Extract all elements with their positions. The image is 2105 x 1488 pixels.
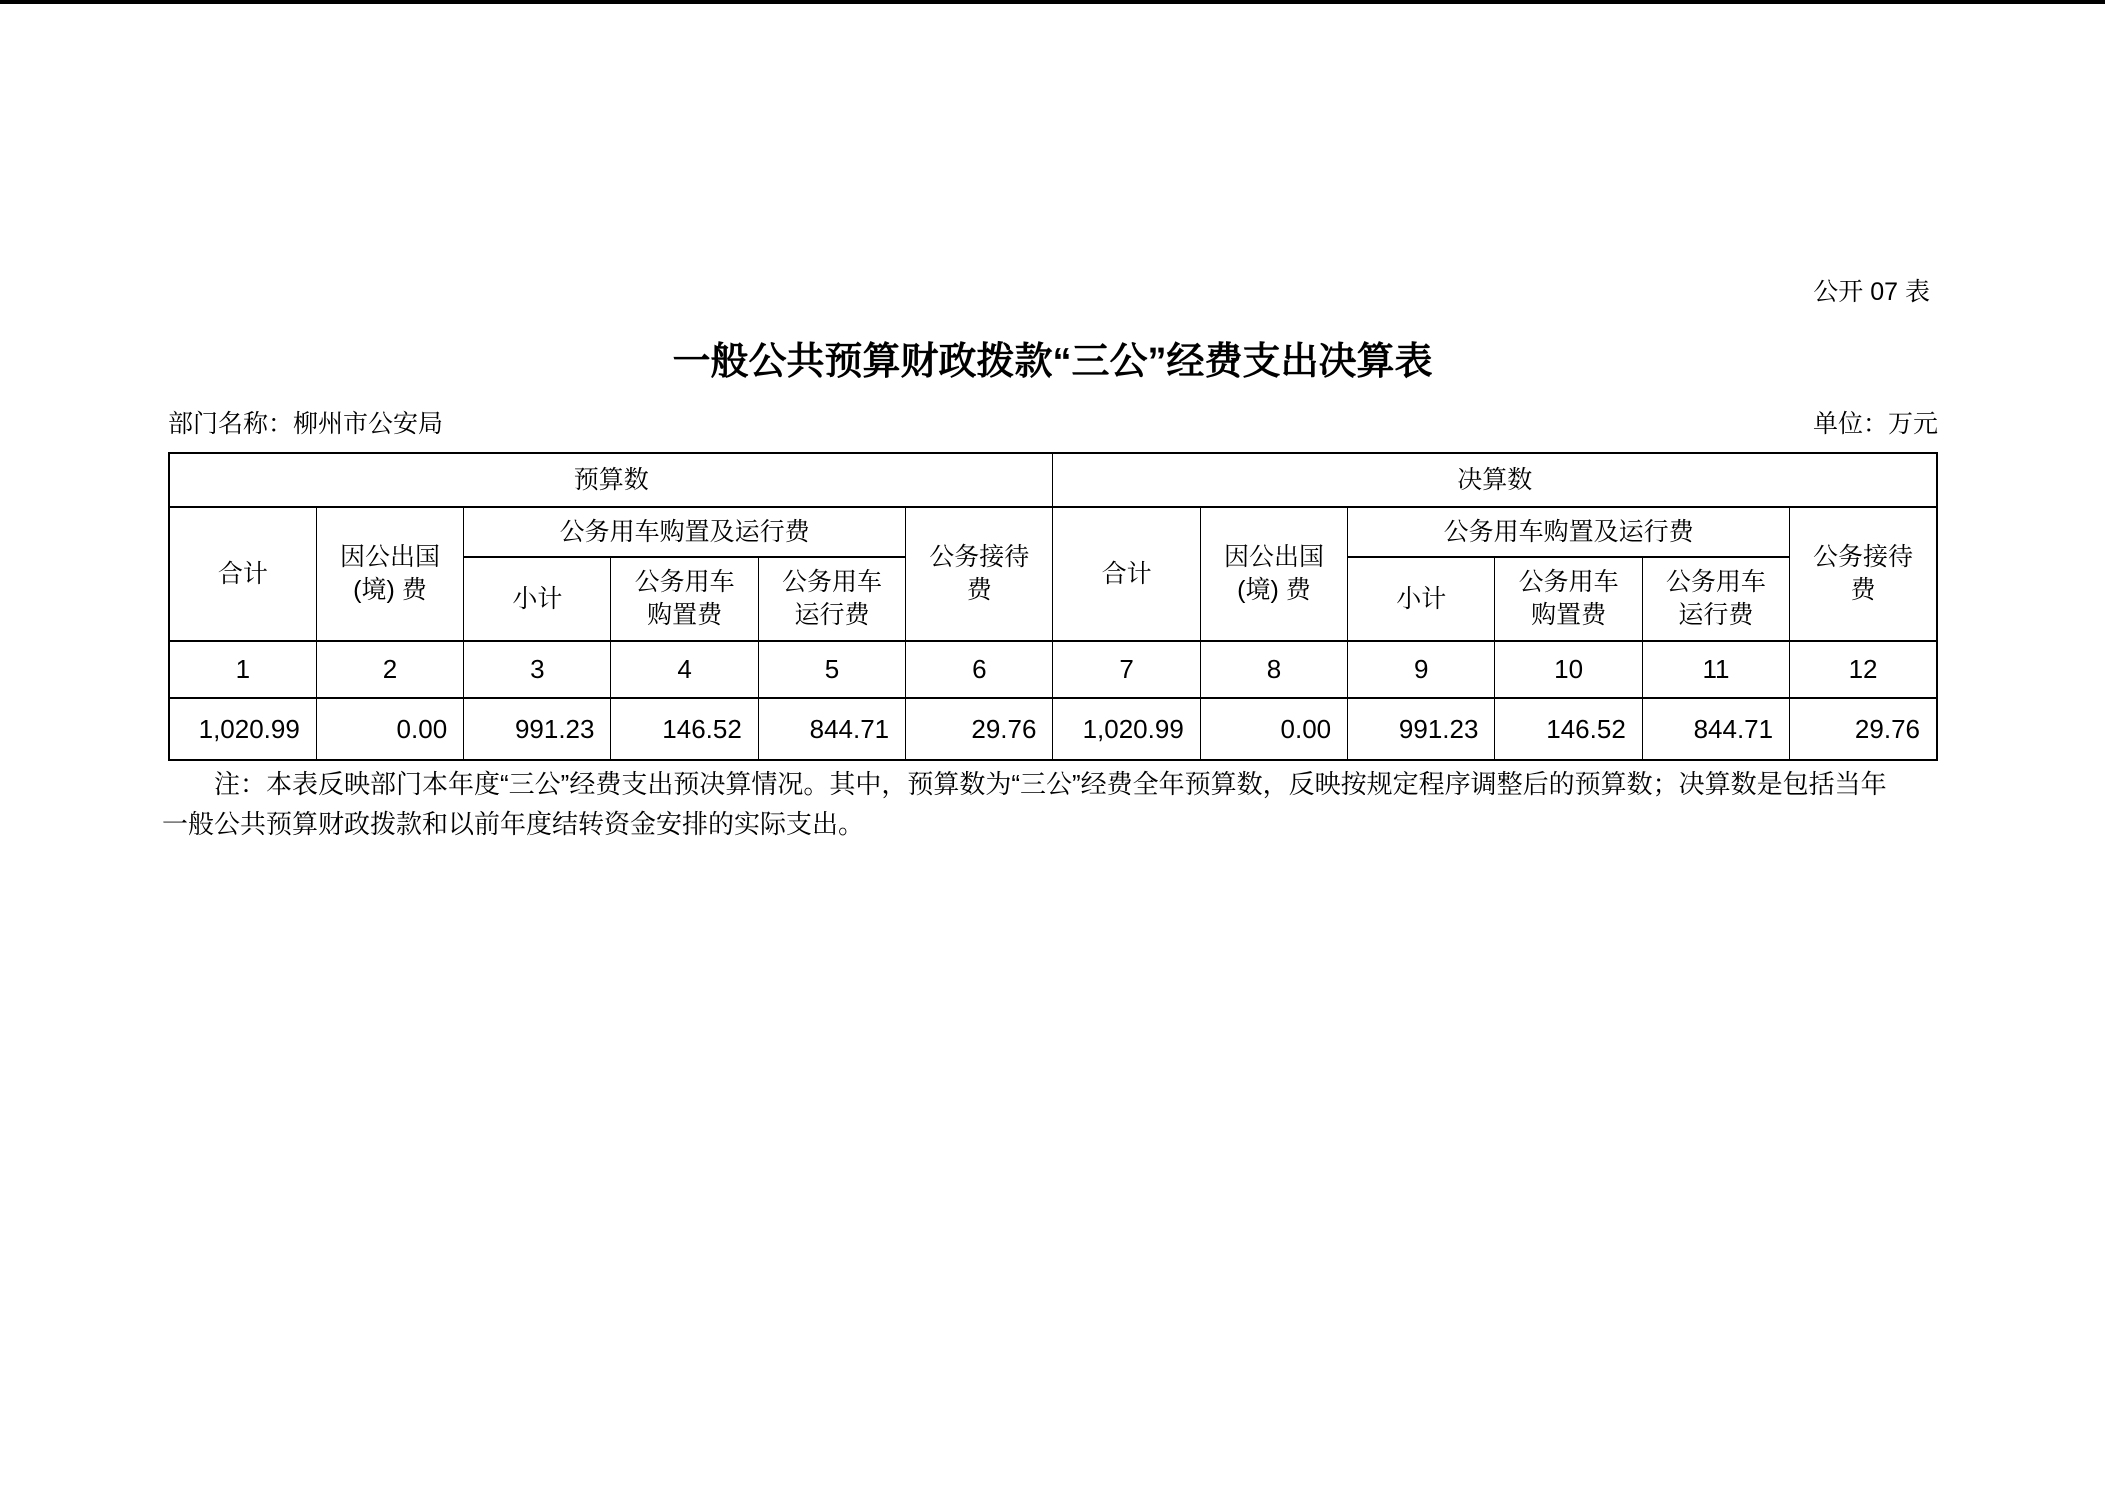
column-number-cell: 2 (316, 641, 463, 698)
column-number-cell: 7 (1053, 641, 1200, 698)
header-abroad-final (1200, 507, 1347, 641)
header-vehicle-group-budget: 公务用车购置及运行费 (464, 507, 906, 557)
value-cell-operation-budget: 844.71 (758, 698, 905, 760)
header-total-budget: 合计 (169, 507, 316, 641)
header-total-final: 合计 (1053, 507, 1200, 641)
department-name: 部门名称：柳州市公安局 (168, 410, 444, 438)
value-cell-total-budget: 1,020.99 (169, 698, 316, 760)
page-title: 一般公共预算财政拨款“三公”经费支出决算表 (672, 341, 1433, 383)
header-reception-final (1790, 507, 1937, 641)
header-abroad-budget (316, 507, 463, 641)
header-abroad-final-label: 因公出国(境) 费 (1223, 543, 1324, 604)
header-operation-budget (758, 557, 905, 641)
section-header-budget: 预算数 (169, 453, 1053, 507)
header-operation-budget-label: 公务用车运行费 (781, 568, 882, 629)
table-code: 公开 07 表 (1813, 278, 1930, 306)
three-public-expense-table (168, 452, 1938, 761)
meta-row (168, 404, 1938, 440)
header-row-top (169, 507, 1937, 557)
header-purchase-final-label: 公务用车购置费 (1518, 568, 1619, 629)
table-note: 注：本表反映部门本年度“三公”经费支出预决算情况。其中，预算数为“三公”经费全年预算数，反映按规定程序调整后的预算数；决算数是包括当年一般公共预算财政拨款和以前年度结转资金安排的实际支出。 (162, 769, 1887, 839)
column-number-cell: 10 (1495, 641, 1642, 698)
page-top-rule (0, 0, 2105, 4)
column-number-cell: 6 (906, 641, 1053, 698)
unit-label: 单位：万元 (1812, 410, 1938, 438)
header-operation-final-label: 公务用车运行费 (1665, 568, 1766, 629)
value-cell-subtotal-final: 991.23 (1348, 698, 1495, 760)
header-reception-final-label: 公务接待费 (1813, 543, 1914, 604)
value-cell-subtotal-budget: 991.23 (464, 698, 611, 760)
header-purchase-budget-label: 公务用车购置费 (634, 568, 735, 629)
value-row (169, 698, 1937, 760)
header-subtotal-budget: 小计 (464, 557, 611, 641)
column-number-cell: 9 (1348, 641, 1495, 698)
value-cell-abroad-final: 0.00 (1200, 698, 1347, 760)
column-number-cell: 1 (169, 641, 316, 698)
value-cell-purchase-budget: 146.52 (611, 698, 758, 760)
column-number-cell: 11 (1642, 641, 1789, 698)
header-abroad-budget-label: 因公出国(境) 费 (339, 543, 440, 604)
column-number-cell: 5 (758, 641, 905, 698)
value-cell-purchase-final: 146.52 (1495, 698, 1642, 760)
value-cell-reception-final: 29.76 (1790, 698, 1937, 760)
header-subtotal-final: 小计 (1348, 557, 1495, 641)
section-header-row (169, 453, 1937, 507)
column-number-cell: 12 (1790, 641, 1937, 698)
header-reception-budget-label: 公务接待费 (929, 543, 1030, 604)
section-header-final: 决算数 (1053, 453, 1937, 507)
value-cell-reception-budget: 29.76 (906, 698, 1053, 760)
column-number-row (169, 641, 1937, 698)
header-vehicle-group-final: 公务用车购置及运行费 (1348, 507, 1790, 557)
value-cell-abroad-budget: 0.00 (316, 698, 463, 760)
header-purchase-budget (611, 557, 758, 641)
header-reception-budget (906, 507, 1053, 641)
value-cell-operation-final: 844.71 (1642, 698, 1789, 760)
header-operation-final (1642, 557, 1789, 641)
column-number-cell: 4 (611, 641, 758, 698)
column-number-cell: 8 (1200, 641, 1347, 698)
column-number-cell: 3 (464, 641, 611, 698)
value-cell-total-final: 1,020.99 (1053, 698, 1200, 760)
header-purchase-final (1495, 557, 1642, 641)
